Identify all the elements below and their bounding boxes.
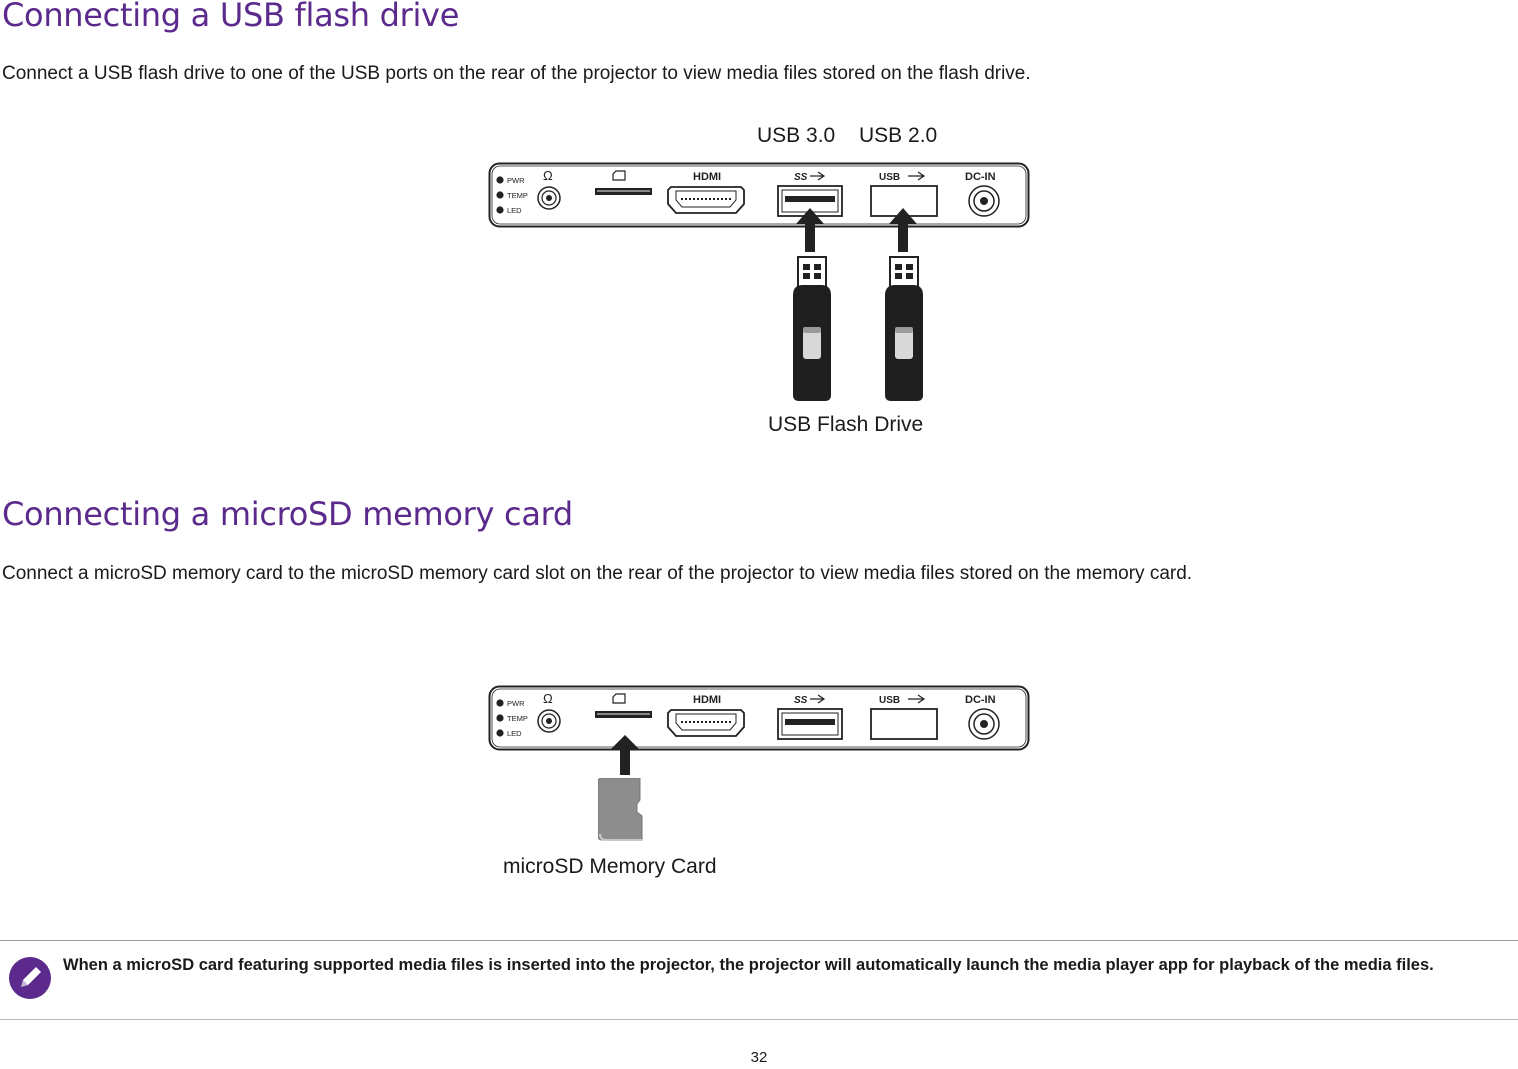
usb20-mark: USB	[879, 695, 901, 706]
label-usb-flash-drive: USB Flash Drive	[768, 413, 924, 436]
led-label-pwr: PWR	[507, 176, 525, 185]
arrow-to-usb30	[796, 208, 824, 252]
note-text: When a microSD card featuring supported media files is inserted into the projector, the projector will automatically launch the media player app for playback of the media files.	[63, 956, 1434, 974]
svg-text:Ω: Ω	[543, 168, 553, 183]
label-usb30: USB 3.0	[757, 124, 836, 147]
arrow-to-microsd-slot	[611, 735, 639, 775]
label-microsd-card: microSD Memory Card	[503, 855, 717, 878]
usb-flash-drive-left	[791, 255, 833, 403]
led-label-led: LED	[507, 729, 522, 738]
paragraph-microsd: Connect a microSD memory card to the microSD memory card slot on the rear of the projector to view media files stored on the memory card.	[2, 563, 1193, 584]
usb20-mark: USB	[879, 172, 901, 183]
note-box	[0, 940, 1518, 1020]
rear-panel-diagram-usb	[488, 162, 1030, 230]
svg-text:Ω: Ω	[543, 691, 553, 706]
hdmi-label: HDMI	[693, 171, 722, 183]
rear-panel-diagram-microsd	[488, 685, 1030, 753]
arrow-to-usb20	[889, 208, 917, 252]
usb-flash-drive-right	[883, 255, 925, 403]
usb30-mark: SS	[794, 695, 808, 706]
page-number: 32	[750, 1049, 768, 1066]
dcin-label: DC-IN	[965, 171, 996, 183]
usb30-mark: SS	[794, 172, 808, 183]
led-label-temp: TEMP	[507, 191, 528, 200]
led-label-pwr: PWR	[507, 699, 525, 708]
heading-microsd: Connecting a microSD memory card	[2, 495, 573, 533]
led-label-temp: TEMP	[507, 714, 528, 723]
led-label-led: LED	[507, 206, 522, 215]
heading-usb-flash-drive: Connecting a USB flash drive	[2, 0, 460, 34]
pencil-icon	[8, 956, 52, 1000]
paragraph-usb-flash-drive: Connect a USB flash drive to one of the USB ports on the rear of the projector to view media files stored on the flash drive.	[2, 63, 1031, 84]
label-usb20: USB 2.0	[859, 124, 938, 147]
microsd-card	[598, 778, 648, 842]
hdmi-label: HDMI	[693, 694, 722, 706]
dcin-label: DC-IN	[965, 694, 996, 706]
